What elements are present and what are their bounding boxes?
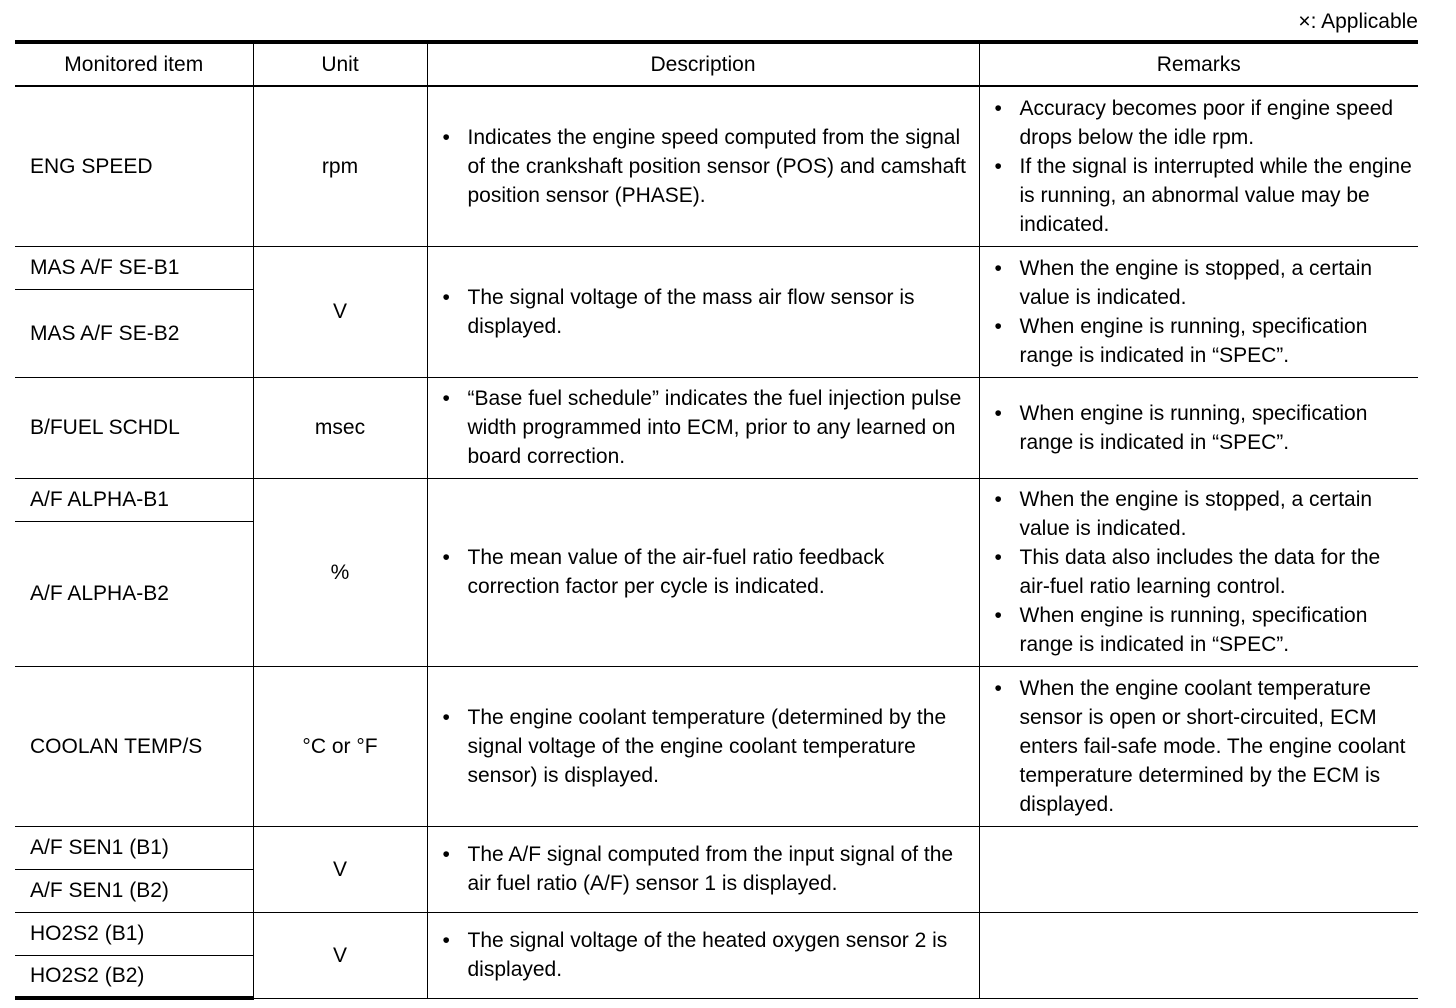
unit-cell: V: [253, 246, 427, 377]
description-bullet: • The mean value of the air-fuel ratio feedback correction factor per cycle is indicated.: [440, 543, 973, 601]
description-bullet: • The signal voltage of the mass air flow sensor is displayed.: [440, 283, 973, 341]
description-bullet: • “Base fuel schedule” indicates the fuel injection pulse width programmed into ECM, prior to any learned on board correction.: [440, 384, 973, 471]
remark-bullet: • When the engine coolant temperature sensor is open or short-circuited, ECM enters fail-safe mode. The engine coolant temperature determined by the ECM is displayed.: [992, 674, 1413, 819]
table-header-row: [15, 42, 1418, 86]
remark-bullet: • Accuracy becomes poor if engine speed drops below the idle rpm.: [992, 94, 1413, 152]
unit-cell: V: [253, 912, 427, 998]
monitored-item: HO2S2 (B1): [15, 912, 253, 955]
table-row: [15, 86, 1418, 246]
description-cell: [427, 826, 979, 912]
monitored-item: COOLAN TEMP/S: [15, 666, 253, 826]
header-unit: Unit: [253, 42, 427, 86]
remarks-cell: [979, 246, 1418, 377]
monitored-item: A/F SEN1 (B1): [15, 826, 253, 869]
unit-cell: V: [253, 826, 427, 912]
remark-bullet: • When engine is running, specification range is indicated in “SPEC”.: [992, 399, 1413, 457]
description-cell: [427, 377, 979, 478]
table-row: [15, 666, 1418, 826]
table-row: [15, 377, 1418, 478]
monitored-item: MAS A/F SE-B1: [15, 246, 253, 289]
remarks-cell: [979, 377, 1418, 478]
remarks-cell: [979, 826, 1418, 912]
table-row: [15, 478, 1418, 521]
monitored-item: ENG SPEED: [15, 86, 253, 246]
description-bullet: • The A/F signal computed from the input signal of the air fuel ratio (A/F) sensor 1 is displayed.: [440, 840, 973, 898]
monitored-item: HO2S2 (B2): [15, 955, 253, 998]
table-row: [15, 246, 1418, 289]
remark-bullet: • This data also includes the data for the air-fuel ratio learning control.: [992, 543, 1413, 601]
header-monitored-item: Monitored item: [15, 42, 253, 86]
remarks-cell: [979, 666, 1418, 826]
table-row: [15, 912, 1418, 955]
remark-bullet: • When engine is running, specification range is indicated in “SPEC”.: [992, 601, 1413, 659]
description-bullet: • The signal voltage of the heated oxygen sensor 2 is displayed.: [440, 926, 973, 984]
remark-bullet: • If the signal is interrupted while the engine is running, an abnormal value may be indicated.: [992, 152, 1413, 239]
header-remarks: Remarks: [979, 42, 1418, 86]
monitored-item: MAS A/F SE-B2: [15, 289, 253, 377]
unit-cell: msec: [253, 377, 427, 478]
table-row: [15, 826, 1418, 869]
applicable-legend: ×: Applicable: [1298, 10, 1418, 33]
remark-bullet: • When the engine is stopped, a certain value is indicated.: [992, 485, 1413, 543]
monitored-item: A/F ALPHA-B1: [15, 478, 253, 521]
remarks-cell: [979, 478, 1418, 666]
description-cell: [427, 478, 979, 666]
remark-bullet: • When engine is running, specification range is indicated in “SPEC”.: [992, 312, 1413, 370]
monitored-item: A/F SEN1 (B2): [15, 869, 253, 912]
monitored-item: A/F ALPHA-B2: [15, 521, 253, 666]
description-bullet: • The engine coolant temperature (determined by the signal voltage of the engine coolant temperature sensor) is displayed.: [440, 703, 973, 790]
unit-cell: %: [253, 478, 427, 666]
description-bullet: • Indicates the engine speed computed from the signal of the crankshaft position sensor (POS) and camshaft position sensor (PHASE).: [440, 123, 973, 210]
header-description: Description: [427, 42, 979, 86]
description-cell: [427, 86, 979, 246]
description-cell: [427, 666, 979, 826]
remarks-cell: [979, 912, 1418, 998]
unit-cell: °C or °F: [253, 666, 427, 826]
description-cell: [427, 246, 979, 377]
unit-cell: rpm: [253, 86, 427, 246]
monitor-items-table: [15, 40, 1418, 1000]
monitored-item: B/FUEL SCHDL: [15, 377, 253, 478]
description-cell: [427, 912, 979, 998]
remarks-cell: [979, 86, 1418, 246]
remark-bullet: • When the engine is stopped, a certain value is indicated.: [992, 254, 1413, 312]
